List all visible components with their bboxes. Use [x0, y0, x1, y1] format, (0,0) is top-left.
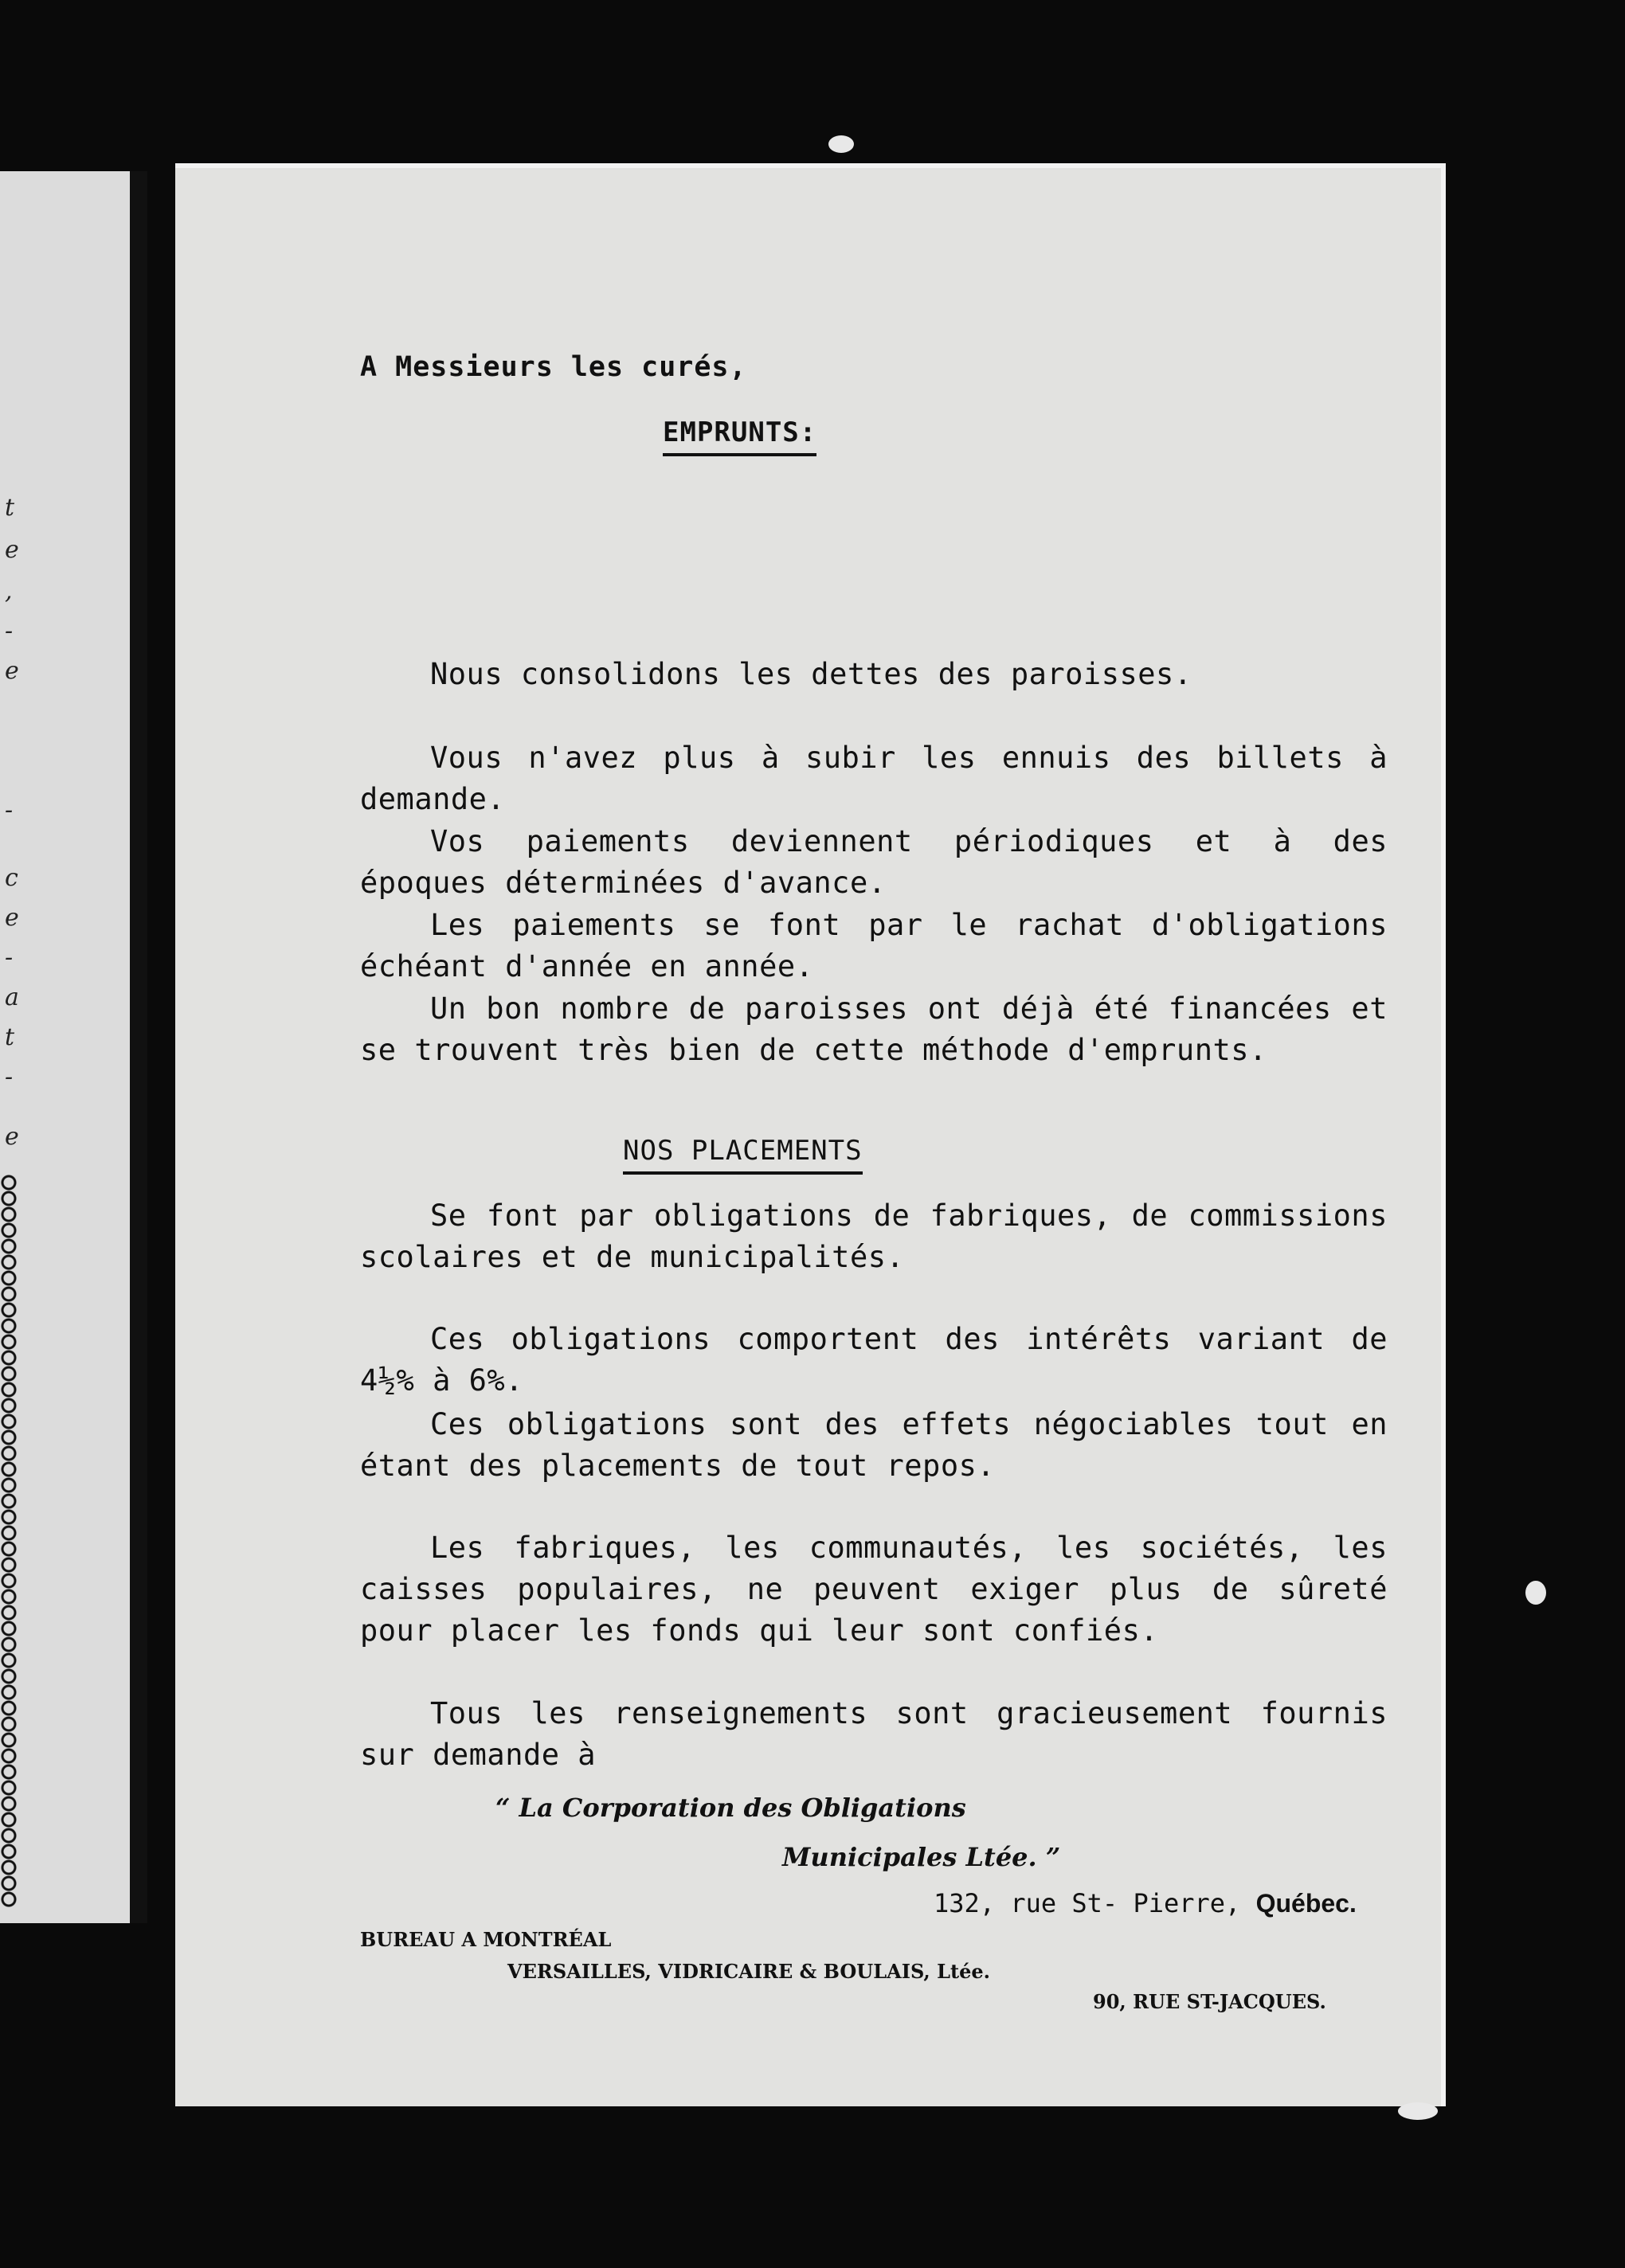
- paragraph: Les fabriques, les communautés, les sociétés, les caisses populaires, ne peuvent exiger plus de sûreté pour placer les fonds qui leur sont confiés.: [360, 1531, 1388, 1648]
- margin-letter: c: [5, 864, 18, 892]
- paragraph: Se font par obligations de fabriques, de commissions scolaires et de municipalités.: [360, 1199, 1388, 1274]
- margin-letter: e: [5, 1123, 19, 1151]
- paragraph: Ces obligations sont des effets négociables tout en étant des placements de tout repos.: [360, 1407, 1388, 1483]
- margin-letter: e: [5, 536, 19, 564]
- paragraph: Vous n'avez plus à subir les ennuis des billets à demande.: [360, 741, 1388, 816]
- paragraph: Tous les renseignements sont gracieusement fournis sur demande à: [360, 1696, 1388, 1772]
- paragraph: Les paiements se font par le rachat d'obligations échéant d'année en année.: [360, 908, 1388, 983]
- margin-letter: -: [5, 1063, 14, 1091]
- margin-letter: a: [5, 983, 19, 1011]
- address-city: Québec.: [1255, 1889, 1357, 1918]
- margin-letter: e: [5, 904, 19, 932]
- address-street: [934, 1888, 1357, 1918]
- heading-placements: NOS PLACEMENTS: [623, 1135, 863, 1175]
- paragraph: Vos paiements deviennent périodiques et à des époques déterminées d'avance.: [360, 824, 1388, 900]
- address-street-text: 132, rue St- Pierre,: [934, 1888, 1241, 1918]
- signature-line-1: “ La Corporation des Obligations: [495, 1793, 966, 1823]
- margin-letter: e: [5, 657, 19, 685]
- margin-letter: -: [5, 617, 14, 645]
- dust-speck: [1398, 2102, 1438, 2120]
- paragraph: Nous consolidons les dettes des paroisses.: [430, 657, 1192, 691]
- margin-letter: -: [5, 944, 14, 972]
- paragraph: Un bon nombre de paroisses ont déjà été financées et se trouvent très bien de cette méthode d'emprunts.: [360, 991, 1388, 1067]
- signature-line-2: Municipales Ltée. ”: [782, 1842, 1061, 1872]
- greeting: A Messieurs les curés,: [360, 351, 747, 383]
- binding-chain: [0, 1175, 18, 1907]
- margin-letter: t: [5, 1023, 15, 1051]
- dust-speck: [828, 135, 854, 153]
- heading-emprunts: EMPRUNTS:: [663, 416, 816, 456]
- dust-speck: [1525, 1581, 1546, 1605]
- agent-name: VERSAILLES, VIDRICAIRE & BOULAIS, Ltée.: [507, 1960, 990, 1983]
- document-page: [175, 163, 1446, 2106]
- paragraph: Ces obligations comportent des intérêts variant de 4½% à 6%.: [360, 1322, 1388, 1398]
- agent-address: 90, RUE ST-JACQUES.: [1093, 1990, 1326, 2013]
- margin-letter: t: [5, 494, 15, 522]
- adjacent-page: [0, 171, 147, 1923]
- montreal-office: BUREAU A MONTRÉAL: [360, 1928, 612, 1951]
- margin-letter: -: [5, 796, 14, 824]
- page-spine: [130, 171, 147, 1923]
- margin-letter: ,: [5, 577, 13, 605]
